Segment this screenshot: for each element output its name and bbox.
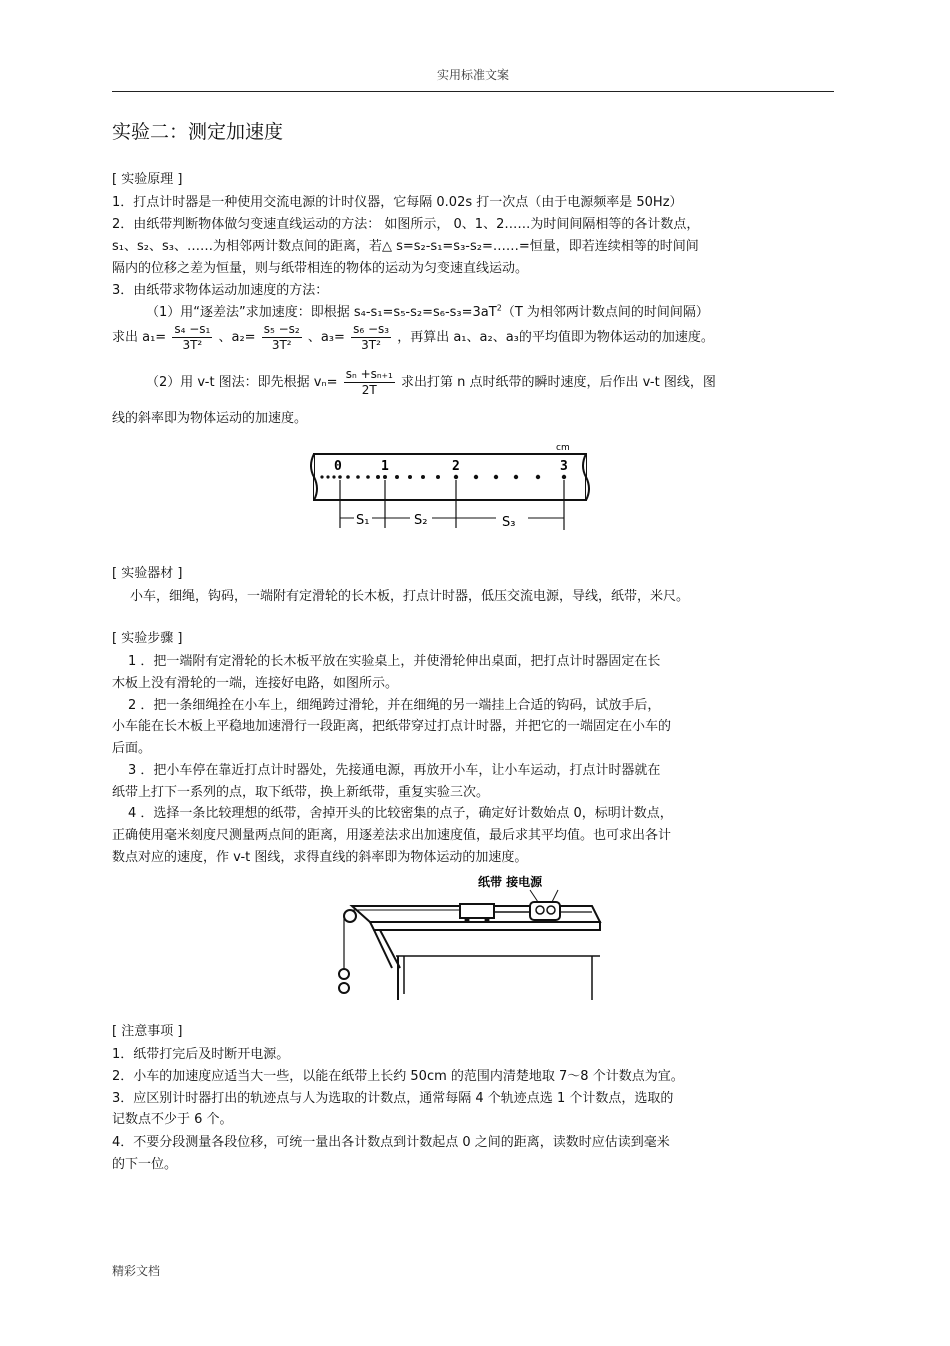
board-edge	[370, 922, 600, 930]
step-2-line-1: 2 ．把一条细绳拴在小车上，细绳跨过滑轮，并在细绳的另一端挂上合适的钩码，试放手后，	[128, 698, 661, 713]
method-1-formula: （1）用“逐差法”求加速度：即根据 s₄-s₁=s₅-s₂=s₆-s₃=3aT	[146, 305, 497, 320]
principle-line-6	[146, 301, 709, 320]
fraction-denominator: 3T²	[271, 338, 292, 352]
formula-suffix: ，再算出 a₁、a₂、a₃的平均值即为物体运动的加速度。	[397, 330, 714, 345]
cart-wheel-icon	[485, 918, 490, 923]
tape-point-label-2: 2	[452, 459, 460, 474]
cart-icon	[460, 904, 494, 918]
principle-line-9: 线的斜率即为物体运动的加速度。	[112, 411, 308, 426]
formula-suffix: 求出打第 n 点时纸带的瞬时速度，后作出 v-t 图线，图	[400, 375, 716, 390]
note-4-line-1: 4．不要分段测量各段位移，可统一量出各计数点到计数起点 0 之间的距离，读数时应估读到毫米	[112, 1135, 670, 1150]
hook-weight-icon	[339, 969, 349, 979]
hook-weight-icon	[339, 983, 349, 993]
cart-wheel-icon	[465, 918, 470, 923]
tape-dots	[320, 475, 566, 479]
step-3-line-2: 纸带上打下一系列的点，取下纸带，换上新纸带，重复实验三次。	[112, 785, 490, 800]
tape-unit: cm	[556, 443, 570, 453]
step-2-line-3: 后面。	[112, 741, 152, 756]
label-pointer	[530, 890, 538, 902]
tape-segment-label-3: S₃	[502, 515, 516, 530]
step-1-line-1: 1 ．把一端附有定滑轮的长木板平放在实验桌上，并使滑轮伸出桌面，把打点计时器固定在长	[128, 654, 661, 669]
principle-line-3: s₁、s₂、s₃、……为相邻两计数点间的距离，若△ s=s₂-s₁=s₃-s₂=……=恒量，即若连续相等的时间间	[112, 239, 699, 254]
header-divider	[112, 91, 834, 92]
fraction-denominator: 3T²	[182, 338, 203, 352]
step-4-line-2: 正确使用毫米刻度尺测量两点间的距离，用逐差法求出加速度值，最后求其平均值。也可求出各计	[112, 828, 672, 843]
tape-left-edge	[311, 454, 317, 500]
fraction-denominator: 3T²	[361, 338, 381, 352]
principle-line-4: 隔内的位移之差为恒量，则与纸带相连的物体的运动为匀变速直线运动。	[112, 261, 529, 276]
materials-heading: [ 实验器材 ]	[112, 566, 183, 581]
page-footer: 精彩文档	[112, 1264, 161, 1278]
page-header: 实用标准文案	[436, 68, 509, 82]
note-4-line-2: 的下一位。	[112, 1157, 178, 1172]
principle-line-1: 1．打点计时器是一种使用交流电源的计时仪器，它每隔 0.02s 打一次点（由于电源频率是 50Hz）	[112, 195, 683, 210]
tape-point-label-0: 0	[334, 459, 342, 474]
steps-heading: [ 实验步骤 ]	[112, 631, 183, 646]
formula-prefix: （2）用 v-t 图法：即先根据 vₙ=	[146, 375, 338, 390]
step-3-line-1: 3 ．把小车停在靠近打点计时器处，先接通电源，再放开小车，让小车运动，打点计时器就在	[128, 763, 661, 778]
apparatus-label: 纸带 接电源	[478, 875, 543, 889]
note-3-line-2: 记数点不少于 6 个。	[112, 1112, 233, 1127]
note-1: 1．纸带打完后及时断开电源。	[112, 1047, 290, 1062]
fraction-numerator: s₅ −s₂	[263, 322, 300, 336]
fraction-numerator: s₆ −s₃	[353, 322, 390, 336]
notes-heading: [ 注意事项 ]	[112, 1024, 183, 1039]
formula-separator: 、a₂=	[218, 330, 256, 345]
method-1-note: （T 为相邻两计数点间的时间间隔）	[501, 305, 709, 320]
fraction-vn	[344, 367, 395, 398]
note-2: 2．小车的加速度应适当大一些，以能在纸带上长约 50cm 的范围内清楚地取 7～8 个计数点为宜。	[112, 1069, 684, 1084]
tape-point-label-3: 3	[560, 459, 568, 474]
fraction-a2	[262, 322, 302, 353]
step-1-line-2: 木板上没有滑轮的一端，连接好电路，如图所示。	[112, 676, 399, 691]
fraction-numerator: sₙ +sₙ₊₁	[345, 367, 393, 381]
paper-tape-figure	[310, 440, 590, 540]
fraction-numerator: s₄ −s₁	[174, 322, 211, 336]
apparatus-figure	[330, 872, 610, 1002]
principle-line-7	[112, 322, 714, 353]
materials-text: 小车，细绳，钩码，一端附有定滑轮的长木板，打点计时器，低压交流电源，导线，纸带，米尺。	[130, 589, 690, 604]
label-pointer	[552, 890, 558, 902]
formula-prefix: 求出 a₁=	[112, 330, 167, 345]
formula-separator: 、a₃=	[307, 330, 345, 345]
tape-tick-lines	[340, 480, 564, 530]
tape-segment-label-1: S₁	[356, 513, 370, 528]
superscript: 2	[496, 303, 502, 313]
fraction-a1	[172, 322, 212, 353]
tape-segment-label-2: S₂	[414, 513, 428, 528]
step-4-line-1: 4 ．选择一条比较理想的纸带，舍掉开头的比较密集的点子，确定好计数始点 0，标明计数点，	[128, 806, 673, 821]
principle-line-8	[146, 367, 716, 398]
principle-heading: [ 实验原理 ]	[112, 172, 183, 187]
principle-line-5: 3．由纸带求物体运动加速度的方法：	[112, 283, 329, 298]
note-3-line-1: 3．应区别计时器打出的轨迹点与人为选取的计数点，通常每隔 4 个轨迹点选 1 个计数点，选取的	[112, 1091, 674, 1106]
fraction-denominator: 2T	[361, 383, 377, 397]
tape-outline	[314, 454, 586, 500]
fraction-a3	[351, 322, 391, 353]
tape-right-edge	[583, 454, 589, 500]
step-2-line-2: 小车能在长木板上平稳地加速滑行一段距离，把纸带穿过打点计时器，并把它的一端固定在小车的	[112, 719, 672, 734]
pulley-icon	[344, 910, 356, 922]
page-title: 实验二：测定加速度	[112, 121, 284, 143]
principle-line-2: 2．由纸带判断物体做匀变速直线运动的方法： 如图所示， 0、1、2……为时间间隔相等的各计数点，	[112, 217, 700, 232]
step-4-line-3: 数点对应的速度，作 v-t 图线，求得直线的斜率即为物体运动的加速度。	[112, 850, 528, 865]
tape-point-label-1: 1	[381, 459, 389, 474]
